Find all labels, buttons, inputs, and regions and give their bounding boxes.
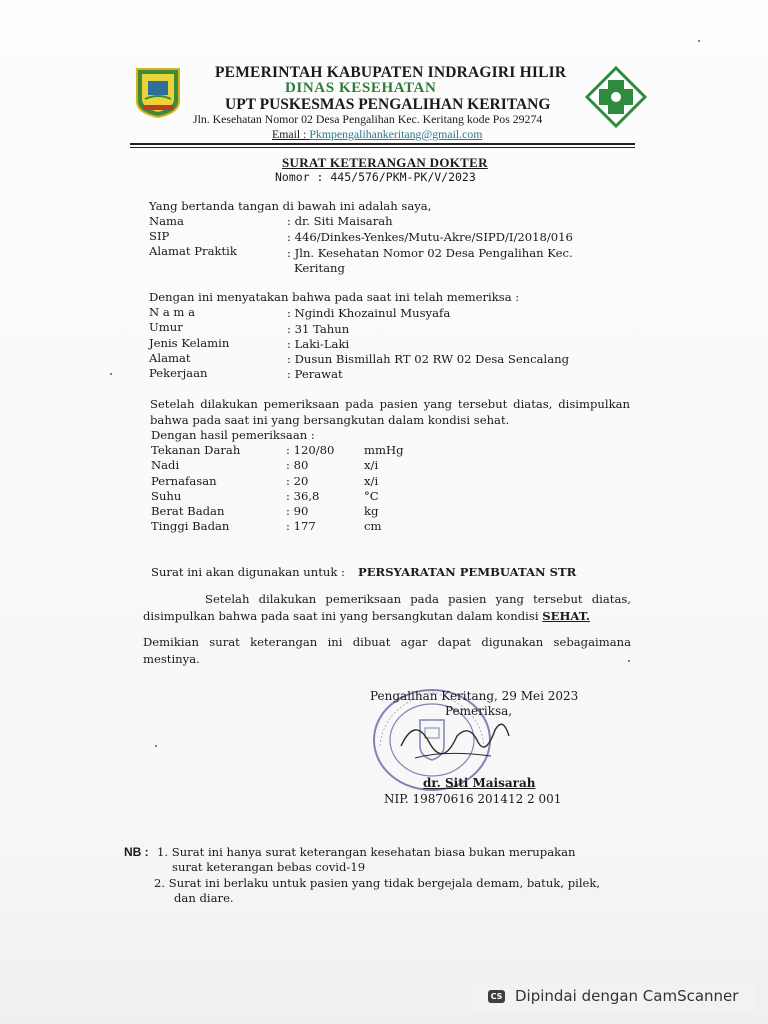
header-address: Jln. Kesehatan Nomor 02 Desa Pengalihan Kec. Keritang kode Pos 29274 [193,112,543,126]
note-2-line-1: 2. Surat ini berlaku untuk pasien yang tidak bergejala demam, batuk, pilek, [154,876,601,890]
header-divider-thin [130,147,635,148]
signature-name: dr. Siti Maisarah [423,776,536,790]
header-institution: UPT PUSKESMAS PENGALIHAN KERITANG [225,96,551,113]
header-email [272,127,482,142]
doctor-address-value: : Jln. Kesehatan Nomor 02 Desa Pengalihan Kec. [287,246,573,260]
patient-job-value: : Perawat [287,367,343,381]
patient-age-label: Umur [149,320,183,334]
conclusion-paragraph [143,591,631,625]
result-label: Tinggi Badan [151,519,230,533]
result-value: : 20 [286,474,309,488]
scan-speck [155,745,157,747]
statement-text: Dengan ini menyatakan bahwa pada saat ini telah memeriksa : [149,290,520,304]
result-value: : 80 [286,458,309,472]
camscanner-text: Dipindai dengan CamScanner [515,987,739,1005]
result-label: Nadi [151,458,180,472]
result-value: : 90 [286,504,309,518]
patient-job-label: Pekerjaan [149,366,208,380]
result-unit: kg [364,504,379,518]
notes-label: NB : [124,845,149,859]
result-label: Pernafasan [151,474,217,488]
doctor-sip-label: SIP [149,229,170,243]
result-unit: mmHg [364,443,404,457]
purpose-label: Surat ini akan digunakan untuk : [151,565,345,579]
result-unit: °C [364,489,379,503]
results-intro: Dengan hasil pemeriksaan : [151,428,315,442]
finding-paragraph: Setelah dilakukan pemeriksaan pada pasien yang tersebut diatas, disimpulkan bahwa pada saat ini yang bersangkutan dalam kondisi sehat. [150,397,630,427]
closing-paragraph: Demikian surat keterangan ini dibuat agar dapat digunakan sebagaimana mestinya. [143,635,631,666]
patient-name-label: N a m a [149,305,196,319]
patient-gender-value: : Laki-Laki [287,337,350,351]
doctor-address-value-line2: Keritang [294,261,345,275]
signature-nip: NIP. 19870616 201412 2 001 [384,792,562,806]
patient-age-value: : 31 Tahun [287,322,350,336]
signature-role: Pemeriksa, [445,704,513,718]
result-value: : 36,8 [286,489,320,503]
header-divider-thick [130,143,635,145]
conclusion-text: Setelah dilakukan pemeriksaan pada pasien yang tersebut diatas, disimpulkan bahwa pada saat ini yang bersangkutan dalam kondisi [143,592,631,623]
note-1-line-1: 1. Surat ini hanya surat keterangan kesehatan biasa bukan merupakan [157,845,576,859]
scan-speck [110,373,112,375]
doctor-name-label: Nama [149,214,184,228]
doctor-address-label: Alamat Praktik [149,244,237,258]
doctor-name-value: : dr. Siti Maisarah [287,214,393,228]
patient-address-label: Alamat [149,351,191,365]
email-label: Email : [272,127,310,141]
result-value: : 120/80 [286,443,335,457]
regency-emblem-logo [133,67,183,119]
result-unit: cm [364,519,382,533]
signature-place-date: Pengalihan Keritang, 29 Mei 2023 [370,689,579,703]
result-unit: x/i [364,474,379,488]
email-link[interactable]: Pkmpengalihankeritang@gmail.com [309,127,483,141]
result-value: : 177 [286,519,316,533]
camscanner-icon: CS [488,990,505,1003]
result-label: Berat Badan [151,504,225,518]
document-title: SURAT KETERANGAN DOKTER [282,155,488,170]
patient-address-value: : Dusun Bismillah RT 02 RW 02 Desa Sencalang [287,352,570,366]
doctor-sip-value: : 446/Dinkes-Yenkes/Mutu-Akre/SIPD/I/2018/016 [287,230,573,244]
note-2-line-2: dan diare. [174,891,234,905]
purpose-value: PERSYARATAN PEMBUATAN STR [358,565,577,579]
result-unit: x/i [364,458,379,472]
intro-text: Yang bertanda tangan di bawah ini adalah saya, [149,199,432,213]
patient-gender-label: Jenis Kelamin [149,336,230,350]
scan-speck [698,40,700,42]
conclusion-status: SEHAT. [542,609,590,623]
result-label: Tekanan Darah [151,443,241,457]
puskesmas-logo [585,66,647,128]
patient-name-value: : Ngindi Khozainul Musyafa [287,306,451,320]
scan-speck [628,660,630,662]
result-label: Suhu [151,489,182,503]
header-department: DINAS KESEHATAN [285,80,437,96]
document-number: Nomor : 445/576/PKM-PK/V/2023 [275,170,476,184]
note-1-line-2: surat keterangan bebas covid-19 [172,860,366,874]
header-government: PEMERINTAH KABUPATEN INDRAGIRI HILIR [215,64,567,81]
